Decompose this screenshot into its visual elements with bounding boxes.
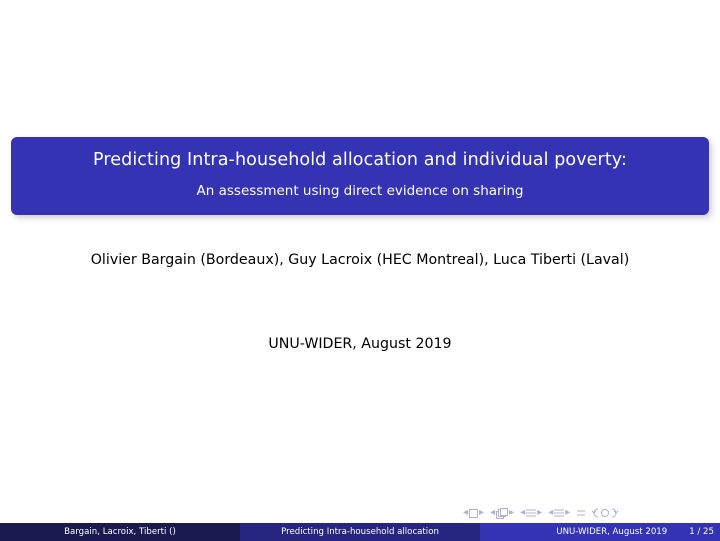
doc-prev-icon[interactable]: ◂ [548,507,554,518]
subsection-icon[interactable] [496,508,508,519]
beamer-navigation-bar [463,505,622,521]
event-line: UNU-WIDER, August 2019 [268,336,452,352]
subsection-prev-icon[interactable]: ◂ [490,507,496,518]
appendix-icon[interactable] [576,508,586,518]
section-prev-icon[interactable]: ◂ [520,507,526,518]
section-next-icon[interactable]: ▸ [537,507,543,518]
footer-authors [0,523,240,541]
slide-title: Predicting Intra-household allocation and individual poverty: [93,150,627,170]
section-icon[interactable] [526,508,536,518]
subsection-next-icon[interactable]: ▸ [509,507,515,518]
frame-icon[interactable] [469,509,478,518]
frame-next-icon[interactable]: ▸ [479,507,485,518]
footer-bar [0,523,720,541]
footer-title-text: Predicting Intra-household allocation [281,527,439,537]
doc-icon[interactable] [554,508,564,518]
slide-subtitle: An assessment using direct evidence on sharing [196,183,524,199]
title-box [11,137,709,215]
footer-event-text: UNU-WIDER, August 2019 [556,527,668,537]
doc-next-icon[interactable]: ▸ [565,507,571,518]
footer-event [480,523,720,541]
authors-line: Olivier Bargain (Bordeaux), Guy Lacroix (HEC Montreal), Luca Tiberti (Laval) [90,252,630,268]
page-number: 1 / 25 [689,527,714,537]
search-icon[interactable] [592,507,618,519]
footer-authors-text: Bargain, Lacroix, Tiberti () [64,527,176,537]
frame-prev-icon[interactable]: ◂ [463,507,469,518]
footer-title [240,523,480,541]
